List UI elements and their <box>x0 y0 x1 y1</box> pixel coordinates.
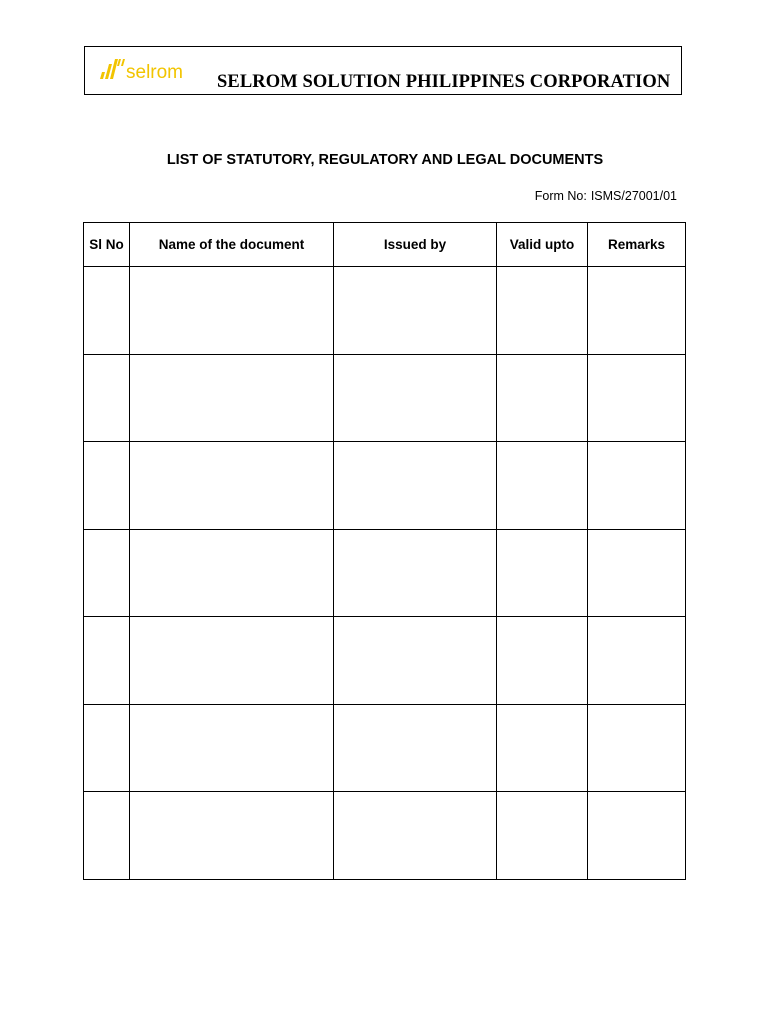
table-cell[interactable] <box>334 442 497 530</box>
table-cell[interactable] <box>497 529 588 617</box>
form-number <box>535 189 677 203</box>
column-header-valid-upto: Valid upto <box>497 223 588 267</box>
table-cell[interactable] <box>588 354 686 442</box>
table-cell[interactable] <box>588 704 686 792</box>
table-cell[interactable] <box>84 704 130 792</box>
document-title-text: LIST OF STATUTORY, REGULATORY AND LEGAL DOCUMENTS <box>166 152 604 168</box>
table-cell[interactable] <box>497 267 588 355</box>
table-header-row <box>84 223 686 267</box>
table-cell[interactable] <box>84 529 130 617</box>
table-cell[interactable] <box>497 617 588 705</box>
table-cell[interactable] <box>130 792 334 880</box>
table-cell[interactable] <box>334 792 497 880</box>
form-number-label: Form No: <box>534 189 587 203</box>
company-name: SELROM SOLUTION PHILIPPINES CORPORATION <box>217 72 671 92</box>
header-box <box>84 46 682 95</box>
table-cell[interactable] <box>130 442 334 530</box>
table-cell[interactable] <box>334 617 497 705</box>
table-cell[interactable] <box>588 267 686 355</box>
column-header-document-name: Name of the document <box>130 223 334 267</box>
table-cell[interactable] <box>497 442 588 530</box>
document-title <box>0 152 768 168</box>
documents-table <box>83 222 686 880</box>
table-row <box>84 442 686 530</box>
table-cell[interactable] <box>84 354 130 442</box>
table-cell[interactable] <box>334 267 497 355</box>
table-cell[interactable] <box>588 617 686 705</box>
table-cell[interactable] <box>130 529 334 617</box>
table-row <box>84 792 686 880</box>
table-cell[interactable] <box>497 792 588 880</box>
table-cell[interactable] <box>334 529 497 617</box>
table-cell[interactable] <box>588 442 686 530</box>
table-cell[interactable] <box>130 704 334 792</box>
table-cell[interactable] <box>130 354 334 442</box>
table-row <box>84 617 686 705</box>
column-header-issued-by: Issued by <box>334 223 497 267</box>
table-cell[interactable] <box>84 267 130 355</box>
table-row <box>84 704 686 792</box>
form-number-value: ISMS/27001/01 <box>590 189 677 203</box>
table-cell[interactable] <box>84 442 130 530</box>
table-cell[interactable] <box>588 792 686 880</box>
table-cell[interactable] <box>130 617 334 705</box>
table-row <box>84 529 686 617</box>
table-cell[interactable] <box>497 354 588 442</box>
table-cell[interactable] <box>588 529 686 617</box>
selrom-logo <box>97 56 189 86</box>
table-row <box>84 267 686 355</box>
table-cell[interactable] <box>334 704 497 792</box>
table-row <box>84 354 686 442</box>
column-header-sl-no: Sl No <box>84 223 130 267</box>
table-cell[interactable] <box>84 617 130 705</box>
column-header-remarks: Remarks <box>588 223 686 267</box>
table-cell[interactable] <box>497 704 588 792</box>
table-cell[interactable] <box>84 792 130 880</box>
table-cell[interactable] <box>130 267 334 355</box>
table-cell[interactable] <box>334 354 497 442</box>
logo-text: selrom <box>126 62 184 83</box>
